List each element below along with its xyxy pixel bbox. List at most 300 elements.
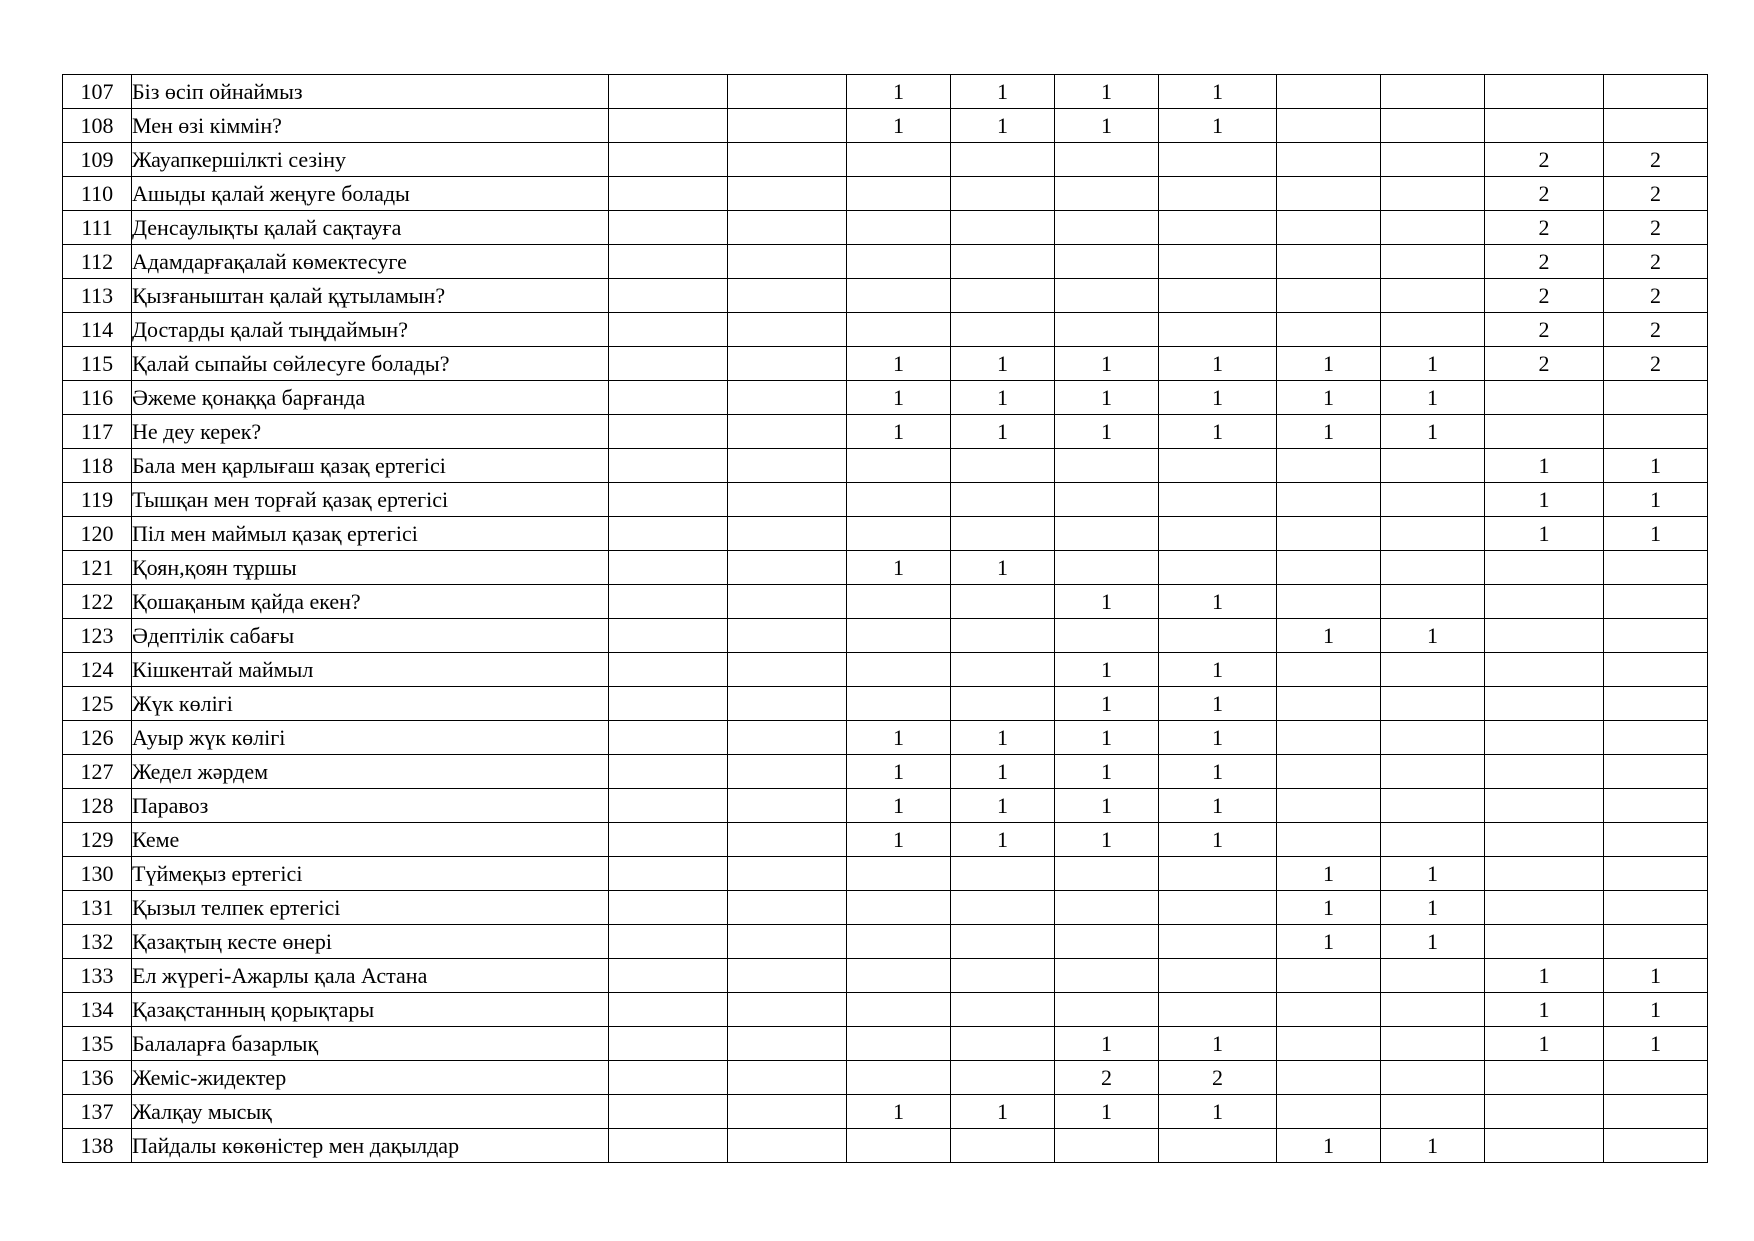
hours-cell xyxy=(1604,1061,1708,1095)
hours-cell xyxy=(1277,823,1381,857)
hours-cell xyxy=(728,177,847,211)
table-row xyxy=(63,75,1708,109)
row-number-cell: 137 xyxy=(63,1095,132,1129)
hours-cell xyxy=(1485,925,1604,959)
hours-cell: 1 xyxy=(1055,789,1159,823)
hours-cell: 1 xyxy=(1381,857,1485,891)
hours-cell xyxy=(1604,585,1708,619)
hours-cell xyxy=(1055,857,1159,891)
hours-cell xyxy=(951,143,1055,177)
topic-title-cell: Достарды қалай тыңдаймын? xyxy=(132,313,609,347)
hours-cell xyxy=(728,619,847,653)
hours-cell xyxy=(1485,687,1604,721)
hours-cell: 1 xyxy=(1159,585,1277,619)
hours-cell xyxy=(609,449,728,483)
hours-cell: 1 xyxy=(1159,653,1277,687)
hours-cell xyxy=(847,993,951,1027)
hours-cell xyxy=(1381,1061,1485,1095)
hours-cell xyxy=(1485,857,1604,891)
hours-cell xyxy=(1485,1061,1604,1095)
table-row xyxy=(63,381,1708,415)
hours-cell xyxy=(847,177,951,211)
topic-title-cell: Біз өсіп ойнаймыз xyxy=(132,75,609,109)
hours-cell: 2 xyxy=(1485,245,1604,279)
topic-title-cell: Жеміс-жидектер xyxy=(132,1061,609,1095)
hours-cell xyxy=(1381,1027,1485,1061)
hours-cell: 1 xyxy=(1159,415,1277,449)
hours-cell xyxy=(1055,143,1159,177)
hours-cell xyxy=(609,925,728,959)
hours-cell: 1 xyxy=(1604,993,1708,1027)
hours-cell xyxy=(1277,109,1381,143)
hours-cell xyxy=(1159,993,1277,1027)
table-body xyxy=(63,75,1708,1163)
hours-cell xyxy=(609,653,728,687)
topic-title-cell: Әжеме қонаққа барғанда xyxy=(132,381,609,415)
hours-cell xyxy=(728,993,847,1027)
topic-title-cell: Түймеқыз ертегісі xyxy=(132,857,609,891)
hours-cell: 1 xyxy=(1485,959,1604,993)
hours-cell xyxy=(609,619,728,653)
topic-title-cell: Қызыл телпек ертегісі xyxy=(132,891,609,925)
hours-cell xyxy=(1159,449,1277,483)
hours-cell: 1 xyxy=(1485,483,1604,517)
hours-cell xyxy=(847,1061,951,1095)
hours-cell: 1 xyxy=(1159,823,1277,857)
table-row xyxy=(63,551,1708,585)
hours-cell xyxy=(1604,925,1708,959)
hours-cell xyxy=(1604,755,1708,789)
hours-cell xyxy=(728,517,847,551)
hours-cell xyxy=(847,857,951,891)
hours-cell: 1 xyxy=(1055,585,1159,619)
hours-cell xyxy=(609,1061,728,1095)
hours-cell xyxy=(728,857,847,891)
hours-cell xyxy=(1055,279,1159,313)
hours-cell: 1 xyxy=(1055,75,1159,109)
hours-cell xyxy=(728,381,847,415)
hours-cell xyxy=(951,211,1055,245)
row-number-cell: 114 xyxy=(63,313,132,347)
hours-cell xyxy=(1055,483,1159,517)
hours-cell: 2 xyxy=(1485,177,1604,211)
hours-cell: 1 xyxy=(1277,891,1381,925)
hours-cell xyxy=(1485,653,1604,687)
hours-cell xyxy=(1381,75,1485,109)
hours-cell: 1 xyxy=(1055,823,1159,857)
hours-cell xyxy=(1604,619,1708,653)
hours-cell: 1 xyxy=(1381,415,1485,449)
hours-cell: 1 xyxy=(1604,959,1708,993)
table-row xyxy=(63,959,1708,993)
hours-cell xyxy=(951,279,1055,313)
hours-cell xyxy=(1485,789,1604,823)
table-row xyxy=(63,823,1708,857)
hours-cell: 1 xyxy=(1055,721,1159,755)
hours-cell xyxy=(1277,789,1381,823)
hours-cell xyxy=(951,483,1055,517)
hours-cell xyxy=(1485,415,1604,449)
hours-cell: 1 xyxy=(1055,653,1159,687)
hours-cell xyxy=(1159,313,1277,347)
hours-cell xyxy=(1485,1129,1604,1163)
hours-cell xyxy=(1604,653,1708,687)
topic-title-cell: Ел жүрегі-Ажарлы қала Астана xyxy=(132,959,609,993)
hours-cell: 1 xyxy=(1055,755,1159,789)
hours-cell: 1 xyxy=(847,789,951,823)
hours-cell xyxy=(1485,891,1604,925)
hours-cell xyxy=(847,211,951,245)
hours-cell xyxy=(728,75,847,109)
hours-cell xyxy=(847,279,951,313)
hours-cell xyxy=(728,755,847,789)
topic-title-cell: Қошақаным қайда екен? xyxy=(132,585,609,619)
row-number-cell: 125 xyxy=(63,687,132,721)
hours-cell: 1 xyxy=(951,75,1055,109)
hours-cell xyxy=(1055,517,1159,551)
topic-title-cell: Кеме xyxy=(132,823,609,857)
hours-cell: 1 xyxy=(1277,619,1381,653)
hours-cell xyxy=(1381,109,1485,143)
hours-cell xyxy=(1159,857,1277,891)
row-number-cell: 109 xyxy=(63,143,132,177)
hours-cell xyxy=(1381,551,1485,585)
row-number-cell: 113 xyxy=(63,279,132,313)
hours-cell: 1 xyxy=(847,109,951,143)
hours-cell xyxy=(728,347,847,381)
table-row xyxy=(63,891,1708,925)
table-row xyxy=(63,619,1708,653)
row-number-cell: 107 xyxy=(63,75,132,109)
topic-title-cell: Жалқау мысық xyxy=(132,1095,609,1129)
hours-cell xyxy=(1277,585,1381,619)
row-number-cell: 126 xyxy=(63,721,132,755)
hours-cell xyxy=(1381,279,1485,313)
hours-cell xyxy=(1485,619,1604,653)
row-number-cell: 122 xyxy=(63,585,132,619)
hours-cell xyxy=(1277,177,1381,211)
hours-cell: 2 xyxy=(1485,347,1604,381)
hours-cell xyxy=(847,449,951,483)
table-row xyxy=(63,483,1708,517)
hours-cell xyxy=(1381,653,1485,687)
hours-cell: 1 xyxy=(1159,75,1277,109)
hours-cell xyxy=(1381,789,1485,823)
hours-cell: 1 xyxy=(951,721,1055,755)
hours-cell xyxy=(1055,925,1159,959)
hours-cell xyxy=(609,381,728,415)
hours-cell xyxy=(847,653,951,687)
table-row xyxy=(63,1095,1708,1129)
hours-cell xyxy=(951,177,1055,211)
hours-cell: 1 xyxy=(1485,993,1604,1027)
hours-cell: 1 xyxy=(1055,1095,1159,1129)
hours-cell: 1 xyxy=(951,755,1055,789)
hours-cell xyxy=(951,653,1055,687)
hours-cell xyxy=(728,959,847,993)
hours-cell: 1 xyxy=(1604,449,1708,483)
hours-cell xyxy=(728,687,847,721)
hours-cell xyxy=(1485,109,1604,143)
hours-cell xyxy=(728,483,847,517)
hours-cell xyxy=(728,1129,847,1163)
hours-cell: 2 xyxy=(1159,1061,1277,1095)
hours-cell xyxy=(609,687,728,721)
hours-cell: 1 xyxy=(847,415,951,449)
topic-title-cell: Мен өзі кіммін? xyxy=(132,109,609,143)
topic-title-cell: Әдептілік сабағы xyxy=(132,619,609,653)
hours-cell xyxy=(1277,959,1381,993)
row-number-cell: 110 xyxy=(63,177,132,211)
hours-cell xyxy=(728,653,847,687)
topic-title-cell: Жүк көлігі xyxy=(132,687,609,721)
hours-cell xyxy=(1381,993,1485,1027)
row-number-cell: 117 xyxy=(63,415,132,449)
hours-cell xyxy=(609,177,728,211)
hours-cell xyxy=(728,211,847,245)
hours-cell xyxy=(728,585,847,619)
row-number-cell: 127 xyxy=(63,755,132,789)
hours-cell xyxy=(1159,143,1277,177)
hours-cell: 2 xyxy=(1604,347,1708,381)
hours-cell xyxy=(847,619,951,653)
row-number-cell: 118 xyxy=(63,449,132,483)
row-number-cell: 119 xyxy=(63,483,132,517)
table-row xyxy=(63,177,1708,211)
hours-cell: 1 xyxy=(847,347,951,381)
hours-cell xyxy=(951,245,1055,279)
hours-cell: 1 xyxy=(1604,1027,1708,1061)
topic-title-cell: Піл мен маймыл қазақ ертегісі xyxy=(132,517,609,551)
hours-cell xyxy=(951,1027,1055,1061)
hours-cell xyxy=(1381,1095,1485,1129)
hours-cell: 1 xyxy=(1381,381,1485,415)
table-row xyxy=(63,1027,1708,1061)
row-number-cell: 133 xyxy=(63,959,132,993)
hours-cell: 1 xyxy=(951,789,1055,823)
topic-title-cell: Не деу керек? xyxy=(132,415,609,449)
hours-cell xyxy=(1159,619,1277,653)
hours-cell: 1 xyxy=(1277,1129,1381,1163)
topic-title-cell: Паравоз xyxy=(132,789,609,823)
hours-cell xyxy=(609,823,728,857)
hours-cell xyxy=(609,211,728,245)
topic-title-cell: Қоян,қоян тұршы xyxy=(132,551,609,585)
hours-cell: 1 xyxy=(1485,517,1604,551)
hours-cell: 2 xyxy=(1604,177,1708,211)
row-number-cell: 135 xyxy=(63,1027,132,1061)
hours-cell xyxy=(1381,449,1485,483)
hours-cell xyxy=(728,721,847,755)
hours-cell xyxy=(609,993,728,1027)
hours-cell xyxy=(1604,381,1708,415)
table-row xyxy=(63,211,1708,245)
hours-cell xyxy=(1055,993,1159,1027)
hours-cell xyxy=(1604,551,1708,585)
hours-cell: 1 xyxy=(1381,891,1485,925)
hours-cell xyxy=(609,483,728,517)
hours-cell xyxy=(951,993,1055,1027)
hours-cell xyxy=(1055,211,1159,245)
hours-cell: 1 xyxy=(1055,381,1159,415)
hours-cell: 2 xyxy=(1604,143,1708,177)
hours-cell: 2 xyxy=(1604,211,1708,245)
hours-cell: 1 xyxy=(1277,381,1381,415)
hours-cell xyxy=(1055,449,1159,483)
topic-title-cell: Бала мен қарлығаш қазақ ертегісі xyxy=(132,449,609,483)
hours-cell xyxy=(1055,551,1159,585)
row-number-cell: 115 xyxy=(63,347,132,381)
hours-cell: 1 xyxy=(1159,109,1277,143)
hours-cell xyxy=(1604,823,1708,857)
hours-cell xyxy=(728,109,847,143)
hours-cell xyxy=(1159,517,1277,551)
topic-title-cell: Пайдалы көкөністер мен дақылдар xyxy=(132,1129,609,1163)
hours-cell xyxy=(609,721,728,755)
hours-cell xyxy=(1277,721,1381,755)
hours-cell xyxy=(1055,959,1159,993)
row-number-cell: 134 xyxy=(63,993,132,1027)
table-row xyxy=(63,721,1708,755)
row-number-cell: 116 xyxy=(63,381,132,415)
hours-cell xyxy=(1159,279,1277,313)
hours-cell xyxy=(847,585,951,619)
hours-cell xyxy=(1381,823,1485,857)
hours-cell: 2 xyxy=(1485,279,1604,313)
hours-cell: 1 xyxy=(847,1095,951,1129)
hours-cell xyxy=(609,245,728,279)
topic-title-cell: Ашыды қалай жеңуге болады xyxy=(132,177,609,211)
hours-cell xyxy=(951,857,1055,891)
row-number-cell: 112 xyxy=(63,245,132,279)
hours-cell xyxy=(609,857,728,891)
topic-title-cell: Қазақтың кесте өнері xyxy=(132,925,609,959)
row-number-cell: 111 xyxy=(63,211,132,245)
hours-cell xyxy=(609,517,728,551)
hours-cell xyxy=(1277,1061,1381,1095)
hours-cell xyxy=(1604,891,1708,925)
hours-cell xyxy=(847,891,951,925)
hours-cell xyxy=(951,959,1055,993)
hours-cell xyxy=(1277,551,1381,585)
hours-cell xyxy=(1277,211,1381,245)
hours-cell xyxy=(1277,245,1381,279)
hours-cell xyxy=(1381,483,1485,517)
hours-cell: 1 xyxy=(951,109,1055,143)
table-row xyxy=(63,347,1708,381)
hours-cell xyxy=(728,891,847,925)
hours-cell xyxy=(1604,721,1708,755)
hours-cell xyxy=(1159,551,1277,585)
topic-title-cell: Қалай сыпайы сөйлесуге болады? xyxy=(132,347,609,381)
table-row xyxy=(63,415,1708,449)
hours-cell: 1 xyxy=(951,823,1055,857)
hours-cell: 1 xyxy=(1055,687,1159,721)
hours-cell: 1 xyxy=(847,755,951,789)
hours-cell xyxy=(1604,1129,1708,1163)
hours-cell xyxy=(1277,517,1381,551)
hours-cell xyxy=(609,551,728,585)
hours-cell: 2 xyxy=(1604,245,1708,279)
hours-cell: 1 xyxy=(1159,789,1277,823)
hours-cell xyxy=(1381,211,1485,245)
hours-cell xyxy=(951,619,1055,653)
hours-cell xyxy=(728,313,847,347)
table-row xyxy=(63,143,1708,177)
hours-cell xyxy=(1381,755,1485,789)
hours-cell: 1 xyxy=(1381,925,1485,959)
hours-cell xyxy=(1604,687,1708,721)
hours-cell xyxy=(1159,1129,1277,1163)
table-row xyxy=(63,279,1708,313)
hours-cell xyxy=(1277,993,1381,1027)
document-page xyxy=(62,74,1708,1163)
hours-cell xyxy=(1159,245,1277,279)
hours-cell: 2 xyxy=(1604,313,1708,347)
hours-cell: 2 xyxy=(1485,211,1604,245)
hours-cell xyxy=(951,1129,1055,1163)
hours-cell: 1 xyxy=(1055,415,1159,449)
hours-cell: 1 xyxy=(1485,449,1604,483)
hours-cell xyxy=(728,415,847,449)
hours-cell: 1 xyxy=(847,75,951,109)
hours-cell: 1 xyxy=(1159,755,1277,789)
hours-cell xyxy=(609,347,728,381)
hours-cell xyxy=(1381,517,1485,551)
hours-cell: 1 xyxy=(1604,483,1708,517)
hours-cell: 1 xyxy=(847,381,951,415)
hours-cell xyxy=(1381,245,1485,279)
hours-cell xyxy=(1277,1027,1381,1061)
hours-cell xyxy=(847,143,951,177)
hours-cell: 1 xyxy=(847,721,951,755)
hours-cell xyxy=(1485,755,1604,789)
hours-cell: 1 xyxy=(1381,1129,1485,1163)
hours-cell xyxy=(1604,415,1708,449)
table-row xyxy=(63,755,1708,789)
row-number-cell: 129 xyxy=(63,823,132,857)
hours-cell: 1 xyxy=(951,381,1055,415)
hours-cell: 1 xyxy=(1159,721,1277,755)
hours-cell xyxy=(1381,687,1485,721)
hours-cell: 1 xyxy=(951,1095,1055,1129)
hours-cell: 1 xyxy=(1381,347,1485,381)
hours-cell xyxy=(728,789,847,823)
hours-cell xyxy=(951,687,1055,721)
hours-cell xyxy=(728,1027,847,1061)
hours-cell xyxy=(609,1027,728,1061)
hours-cell: 1 xyxy=(1277,347,1381,381)
hours-cell xyxy=(609,1129,728,1163)
hours-cell xyxy=(951,925,1055,959)
hours-cell xyxy=(609,143,728,177)
hours-cell: 1 xyxy=(1055,1027,1159,1061)
row-number-cell: 108 xyxy=(63,109,132,143)
hours-cell xyxy=(609,959,728,993)
lesson-hours-table xyxy=(62,74,1708,1163)
hours-cell xyxy=(609,1095,728,1129)
table-row xyxy=(63,517,1708,551)
hours-cell xyxy=(1604,1095,1708,1129)
hours-cell xyxy=(1485,551,1604,585)
hours-cell xyxy=(1159,211,1277,245)
row-number-cell: 138 xyxy=(63,1129,132,1163)
table-row xyxy=(63,993,1708,1027)
hours-cell xyxy=(847,517,951,551)
hours-cell xyxy=(951,449,1055,483)
hours-cell xyxy=(609,109,728,143)
table-row xyxy=(63,789,1708,823)
